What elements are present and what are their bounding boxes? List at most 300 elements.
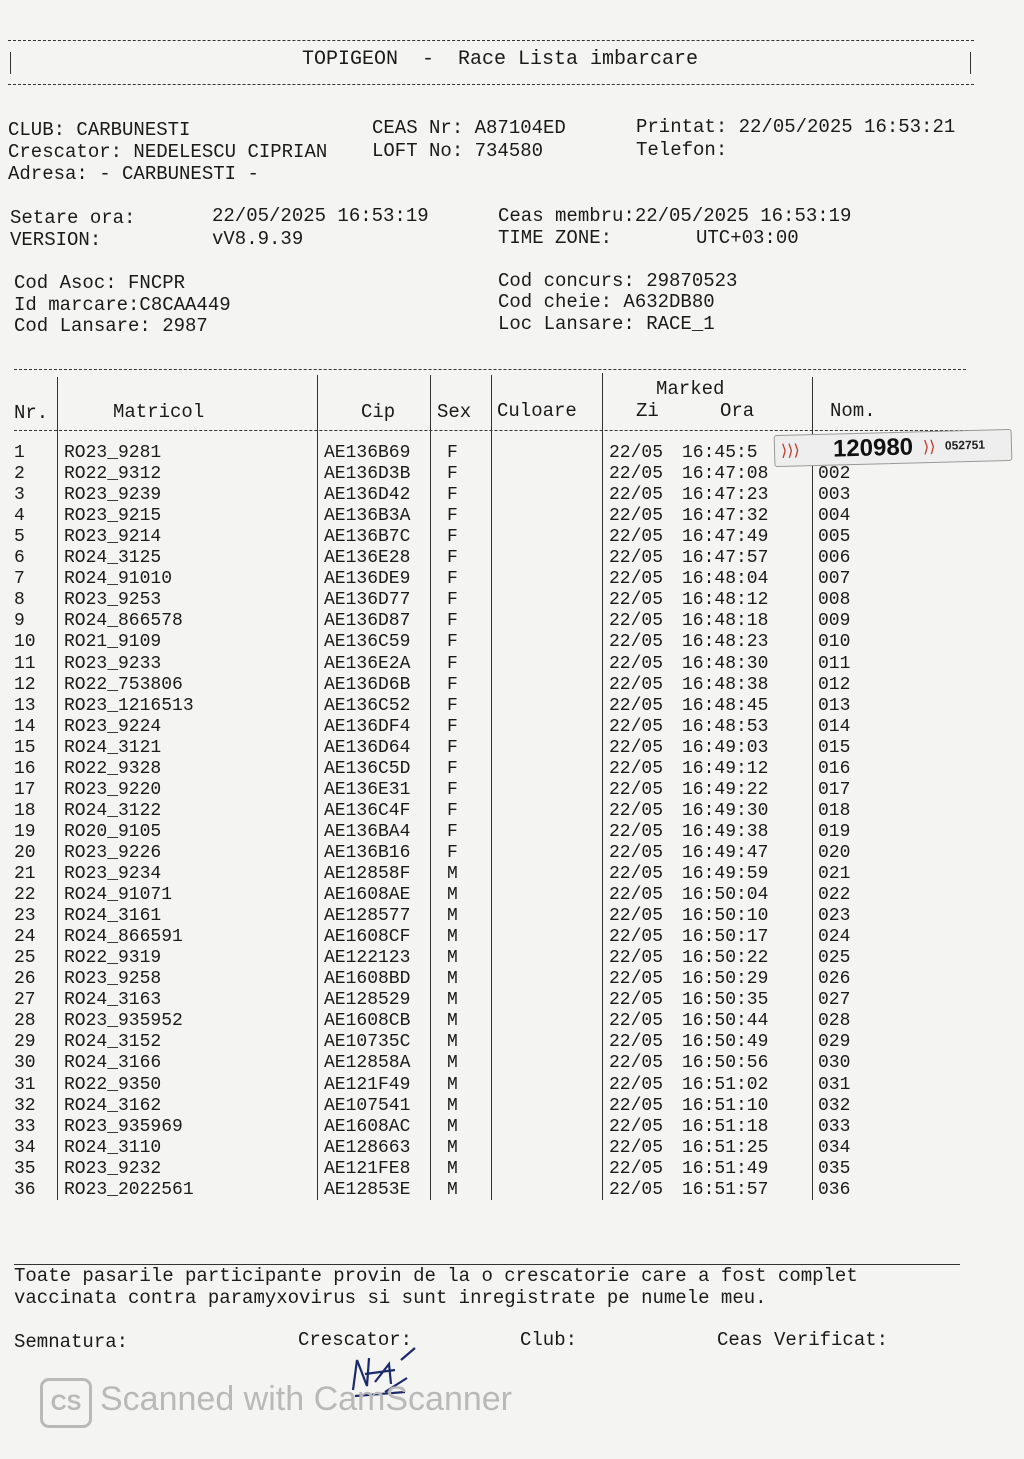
- cell-nom: 002: [818, 464, 851, 485]
- cell-sex: F: [447, 653, 458, 674]
- cell-cip: AE128663: [324, 1137, 411, 1158]
- cell-nom: 015: [818, 737, 851, 758]
- cell-matricol: RO23_9253: [64, 590, 162, 611]
- cod-asoc: Cod Asoc: FNCPR: [14, 272, 186, 294]
- cell-nom: 022: [818, 885, 851, 906]
- cell-zi: 22/05: [609, 506, 664, 527]
- title-bottom-border: [8, 84, 974, 85]
- cell-matricol: RO24_3162: [64, 1095, 162, 1116]
- col-line-4: [491, 375, 492, 1200]
- cell-matricol: RO24_866591: [64, 927, 183, 948]
- cell-ora: 16:48:23: [682, 632, 769, 653]
- cell-cip: AE136C59: [324, 632, 411, 653]
- cell-zi: 22/05: [609, 737, 664, 758]
- cell-cip: AE136D3B: [324, 464, 411, 485]
- ceas-verificat-label: Ceas Verificat:: [717, 1329, 889, 1351]
- cell-nr: 7: [14, 569, 25, 590]
- cell-matricol: RO23_935952: [64, 1011, 183, 1032]
- table-top-border: [14, 369, 966, 370]
- cell-ora: 16:50:49: [682, 1032, 769, 1053]
- cell-cip: AE136DE9: [324, 569, 411, 590]
- cell-ora: 16:49:30: [682, 800, 769, 821]
- cell-nom: 032: [818, 1095, 851, 1116]
- cell-nr: 12: [14, 674, 36, 695]
- cell-sex: F: [447, 695, 458, 716]
- cell-nr: 14: [14, 716, 36, 737]
- cell-ora: 16:48:12: [682, 590, 769, 611]
- cell-zi: 22/05: [609, 885, 664, 906]
- cell-nom: 019: [818, 821, 851, 842]
- cell-nr: 11: [14, 653, 36, 674]
- cell-sex: F: [447, 485, 458, 506]
- cell-zi: 22/05: [609, 927, 664, 948]
- cell-sex: M: [447, 948, 458, 969]
- cell-sex: F: [447, 443, 458, 463]
- cell-sex: M: [447, 1032, 458, 1053]
- cell-sex: F: [447, 737, 458, 758]
- cell-sex: M: [447, 1011, 458, 1032]
- cell-sex: F: [447, 548, 458, 569]
- cell-matricol: RO23_9226: [64, 842, 162, 863]
- cell-zi: 22/05: [609, 611, 664, 632]
- cell-nr: 9: [14, 611, 25, 632]
- cell-matricol: RO22_9319: [64, 948, 162, 969]
- cell-cip: AE122123: [324, 948, 411, 969]
- cell-sex: F: [447, 842, 458, 863]
- cell-cip: AE136D64: [324, 737, 411, 758]
- cell-zi: 22/05: [609, 1179, 664, 1200]
- cell-zi: 22/05: [609, 443, 664, 463]
- cell-zi: 22/05: [609, 821, 664, 842]
- ceas-membru: Ceas membru:22/05/2025 16:53:19: [498, 205, 852, 227]
- cell-nom: 029: [818, 1032, 851, 1053]
- col-header-nom: Nom.: [830, 400, 876, 422]
- cell-sex: M: [447, 1095, 458, 1116]
- cell-nr: 17: [14, 779, 36, 800]
- cell-cip: AE136B7C: [324, 527, 411, 548]
- cell-nr: 6: [14, 548, 25, 569]
- cell-cip: AE1608CF: [324, 927, 411, 948]
- cell-nom: 026: [818, 969, 851, 990]
- cell-matricol: RO24_3125: [64, 548, 162, 569]
- cell-sex: F: [447, 506, 458, 527]
- cell-sex: F: [447, 716, 458, 737]
- cell-ora: 16:47:32: [682, 506, 769, 527]
- col-line-6: [812, 377, 813, 1200]
- time-zone-label: TIME ZONE:: [498, 227, 613, 249]
- cell-nom: 009: [818, 611, 851, 632]
- cell-zi: 22/05: [609, 906, 664, 927]
- cell-zi: 22/05: [609, 1011, 664, 1032]
- cell-matricol: RO24_3166: [64, 1053, 162, 1074]
- cell-matricol: RO24_3163: [64, 990, 162, 1011]
- cell-nom: 014: [818, 716, 851, 737]
- cell-zi: 22/05: [609, 842, 664, 863]
- cell-matricol: RO20_9105: [64, 821, 162, 842]
- club-label: CLUB: CARBUNESTI: [8, 119, 191, 141]
- cell-zi: 22/05: [609, 1137, 664, 1158]
- cell-matricol: RO24_3152: [64, 1032, 162, 1053]
- tag-pattern-icon-2: ⟩⟩: [922, 438, 936, 457]
- cell-ora: 16:47:49: [682, 527, 769, 548]
- cell-sex: M: [447, 906, 458, 927]
- cell-matricol: RO23_9220: [64, 779, 162, 800]
- cell-cip: AE1608AC: [324, 1116, 411, 1137]
- cell-zi: 22/05: [609, 632, 664, 653]
- cell-matricol: RO23_2022561: [64, 1179, 194, 1200]
- cell-nr: 23: [14, 906, 36, 927]
- cell-zi: 22/05: [609, 758, 664, 779]
- col-header-zi: Zi: [636, 400, 659, 422]
- club-sign-label: Club:: [520, 1329, 578, 1351]
- cell-cip: AE136BA4: [324, 821, 411, 842]
- cell-nom: 031: [818, 1074, 851, 1095]
- cell-sex: M: [447, 864, 458, 884]
- cell-cip: AE12858F: [324, 864, 411, 884]
- cell-nom: 018: [818, 800, 851, 821]
- cell-matricol: RO23_9232: [64, 1158, 162, 1179]
- setare-ora-value: 22/05/2025 16:53:19: [212, 205, 429, 227]
- cell-sex: M: [447, 969, 458, 990]
- cell-nr: 34: [14, 1137, 36, 1158]
- cell-nr: 13: [14, 695, 36, 716]
- cell-matricol: RO22_753806: [64, 674, 183, 695]
- cell-sex: M: [447, 1158, 458, 1179]
- cell-sex: F: [447, 632, 458, 653]
- cell-cip: AE121F49: [324, 1074, 411, 1095]
- cell-matricol: RO23_9224: [64, 716, 162, 737]
- cell-zi: 22/05: [609, 969, 664, 990]
- cell-nr: 21: [14, 864, 36, 884]
- cell-nr: 16: [14, 758, 36, 779]
- cell-nr: 26: [14, 969, 36, 990]
- cell-ora: 16:50:35: [682, 990, 769, 1011]
- cell-sex: F: [447, 674, 458, 695]
- cell-nr: 33: [14, 1116, 36, 1137]
- cell-ora: 16:48:38: [682, 674, 769, 695]
- cell-cip: AE136E31: [324, 779, 411, 800]
- col-header-nr: Nr.: [14, 402, 49, 424]
- cell-nom: 006: [818, 548, 851, 569]
- cell-nr: 8: [14, 590, 25, 611]
- telefon: Telefon:: [636, 139, 728, 161]
- cell-zi: 22/05: [609, 569, 664, 590]
- cell-cip: AE136B16: [324, 842, 411, 863]
- cell-cip: AE136B3A: [324, 506, 411, 527]
- cell-sex: F: [447, 569, 458, 590]
- cell-zi: 22/05: [609, 464, 664, 485]
- cell-ora: 16:51:18: [682, 1116, 769, 1137]
- cell-matricol: RO23_9234: [64, 864, 162, 884]
- cell-nr: 31: [14, 1074, 36, 1095]
- cell-matricol: RO23_9215: [64, 506, 162, 527]
- cell-cip: AE136D6B: [324, 674, 411, 695]
- col-header-sex: Sex: [437, 401, 472, 423]
- cell-ora: 16:49:03: [682, 737, 769, 758]
- cell-nr: 35: [14, 1158, 36, 1179]
- cell-sex: M: [447, 1179, 458, 1200]
- cell-matricol: RO23_935969: [64, 1116, 183, 1137]
- cell-matricol: RO23_9214: [64, 527, 162, 548]
- cell-cip: AE12858A: [324, 1053, 411, 1074]
- cell-cip: AE136B69: [324, 443, 411, 463]
- cell-ora: 16:49:47: [682, 842, 769, 863]
- cell-matricol: RO22_9350: [64, 1074, 162, 1095]
- cell-zi: 22/05: [609, 1158, 664, 1179]
- cell-nr: 2: [14, 464, 25, 485]
- col-line-1: [57, 377, 58, 1200]
- cell-nom: 034: [818, 1137, 851, 1158]
- cell-nom: 033: [818, 1116, 851, 1137]
- cell-sex: M: [447, 927, 458, 948]
- cell-ora: 16:50:29: [682, 969, 769, 990]
- cell-nom: 025: [818, 948, 851, 969]
- cell-cip: AE136E28: [324, 548, 411, 569]
- cell-nom: 020: [818, 842, 851, 863]
- cell-sex: M: [447, 1116, 458, 1137]
- cell-ora: 16:48:53: [682, 716, 769, 737]
- cell-ora: 16:47:08: [682, 464, 769, 485]
- cell-nr: 19: [14, 821, 36, 842]
- cell-nr: 1: [14, 443, 25, 463]
- cell-ora: 16:51:25: [682, 1137, 769, 1158]
- cell-sex: M: [447, 1074, 458, 1095]
- cell-nom: 010: [818, 632, 851, 653]
- cell-nr: 24: [14, 927, 36, 948]
- camscanner-logo: CS: [40, 1378, 92, 1428]
- cell-nr: 18: [14, 800, 36, 821]
- cell-ora: 16:50:17: [682, 927, 769, 948]
- cell-nr: 10: [14, 632, 36, 653]
- cell-sex: F: [447, 527, 458, 548]
- cell-cip: AE107541: [324, 1095, 411, 1116]
- cell-matricol: RO22_9312: [64, 464, 162, 485]
- cell-cip: AE128529: [324, 990, 411, 1011]
- cell-cip: AE121FE8: [324, 1158, 411, 1179]
- cell-nr: 4: [14, 506, 25, 527]
- cell-ora: 16:49:59: [682, 864, 769, 884]
- cell-nr: 25: [14, 948, 36, 969]
- cell-nr: 22: [14, 885, 36, 906]
- cell-nom: 028: [818, 1011, 851, 1032]
- cell-nom: 008: [818, 590, 851, 611]
- time-zone-value: UTC+03:00: [696, 227, 799, 249]
- col-header-cip: Cip: [361, 401, 396, 423]
- cell-cip: AE128577: [324, 906, 411, 927]
- cell-matricol: RO21_9109: [64, 632, 162, 653]
- col-header-matricol: Matricol: [113, 401, 205, 423]
- cell-nom: 024: [818, 927, 851, 948]
- cell-matricol: RO23_9281: [64, 443, 162, 463]
- cell-sex: M: [447, 1053, 458, 1074]
- cod-lansare: Cod Lansare: 2987: [14, 315, 208, 337]
- cell-zi: 22/05: [609, 527, 664, 548]
- cell-nr: 15: [14, 737, 36, 758]
- cell-matricol: RO24_866578: [64, 611, 183, 632]
- cell-cip: AE12853E: [324, 1179, 411, 1200]
- cell-zi: 22/05: [609, 590, 664, 611]
- col-line-5: [602, 373, 603, 1200]
- cell-ora: 16:47:23: [682, 485, 769, 506]
- cell-sex: F: [447, 590, 458, 611]
- cell-sex: M: [447, 990, 458, 1011]
- cell-sex: F: [447, 800, 458, 821]
- cell-nr: 5: [14, 527, 25, 548]
- loc-lansare: Loc Lansare: RACE_1: [498, 313, 715, 335]
- cell-ora: 16:51:10: [682, 1095, 769, 1116]
- cell-cip: AE136D87: [324, 611, 411, 632]
- camscanner-watermark: Scanned with CamScanner: [100, 1380, 513, 1418]
- cell-ora: 16:49:22: [682, 779, 769, 800]
- cell-nom: 017: [818, 779, 851, 800]
- cell-cip: AE136DF4: [324, 716, 411, 737]
- cell-matricol: RO24_3161: [64, 906, 162, 927]
- cell-zi: 22/05: [609, 948, 664, 969]
- cell-nom: 011: [818, 653, 851, 674]
- cell-ora: 16:48:18: [682, 611, 769, 632]
- cell-matricol: RO24_91071: [64, 885, 173, 906]
- semnatura-label: Semnatura:: [14, 1331, 129, 1353]
- tag-pattern-icon: ⟩⟩⟩: [780, 442, 801, 460]
- col-header-ora: Ora: [720, 400, 755, 422]
- cell-sex: F: [447, 464, 458, 485]
- crescator: Crescator: NEDELESCU CIPRIAN: [8, 141, 328, 163]
- cell-matricol: RO24_3110: [64, 1137, 162, 1158]
- cell-ora: 16:49:38: [682, 821, 769, 842]
- cell-nom: 004: [818, 506, 851, 527]
- cell-sex: F: [447, 821, 458, 842]
- cell-sex: F: [447, 758, 458, 779]
- cell-cip: AE136C4F: [324, 800, 411, 821]
- cell-zi: 22/05: [609, 695, 664, 716]
- footer-statement-line1: Toate pasarile participante provin de la o crescatorie care a fost complet: [14, 1265, 858, 1287]
- cell-matricol: RO23_9239: [64, 485, 162, 506]
- cell-nom: 007: [818, 569, 851, 590]
- cell-nom: 027: [818, 990, 851, 1011]
- cell-zi: 22/05: [609, 716, 664, 737]
- cell-nr: 30: [14, 1053, 36, 1074]
- version-label: VERSION:: [10, 229, 102, 251]
- printat: Printat: 22/05/2025 16:53:21: [636, 116, 956, 138]
- cell-ora: 16:50:10: [682, 906, 769, 927]
- cell-ora: 16:50:56: [682, 1053, 769, 1074]
- cell-zi: 22/05: [609, 653, 664, 674]
- cell-cip: AE136D42: [324, 485, 411, 506]
- col-header-marked: Marked: [656, 378, 725, 400]
- cell-ora: 16:51:49: [682, 1158, 769, 1179]
- cell-nom: 036: [818, 1179, 851, 1200]
- cod-cheie: Cod cheie: A632DB80: [498, 291, 715, 313]
- cell-nr: 36: [14, 1179, 36, 1200]
- cell-zi: 22/05: [609, 1032, 664, 1053]
- cell-matricol: RO24_3122: [64, 800, 162, 821]
- cell-zi: 22/05: [609, 779, 664, 800]
- col-line-3: [430, 375, 431, 1200]
- cell-nom: 012: [818, 674, 851, 695]
- adresa: Adresa: - CARBUNESTI -: [8, 163, 259, 185]
- tag-number: 120980: [832, 433, 914, 463]
- cell-ora: 16:50:04: [682, 885, 769, 906]
- cell-nr: 28: [14, 1011, 36, 1032]
- cell-ora: 16:45:5: [682, 443, 758, 463]
- cell-ora: 16:51:02: [682, 1074, 769, 1095]
- cell-cip: AE136C5D: [324, 758, 411, 779]
- cell-zi: 22/05: [609, 1053, 664, 1074]
- cell-zi: 22/05: [609, 485, 664, 506]
- cell-nom: 021: [818, 864, 851, 884]
- col-line-2: [317, 375, 318, 1200]
- tag-small-number: 052751: [944, 437, 986, 453]
- cell-matricol: RO23_9233: [64, 653, 162, 674]
- crescator-label: Crescator:: [298, 1329, 413, 1351]
- cell-nom: 035: [818, 1158, 851, 1179]
- cell-matricol: RO24_3121: [64, 737, 162, 758]
- version-value: vV8.9.39: [212, 228, 304, 250]
- cell-matricol: RO24_91010: [64, 569, 173, 590]
- cell-nom: 013: [818, 695, 851, 716]
- id-marcare: Id marcare:C8CAA449: [14, 294, 231, 316]
- ceas-nr: CEAS Nr: A87104ED: [372, 117, 566, 139]
- page-title: TOPIGEON - Race Lista imbarcare: [301, 48, 699, 71]
- cell-matricol: RO22_9328: [64, 758, 162, 779]
- cell-zi: 22/05: [609, 548, 664, 569]
- table-header-border: [14, 430, 1008, 431]
- cell-nr: 27: [14, 990, 36, 1011]
- cell-nom: 023: [818, 906, 851, 927]
- cell-nom: 003: [818, 485, 851, 506]
- cell-ora: 16:49:12: [682, 758, 769, 779]
- cell-sex: F: [447, 779, 458, 800]
- cell-nr: 29: [14, 1032, 36, 1053]
- cell-cip: AE10735C: [324, 1032, 411, 1053]
- cell-nr: 20: [14, 842, 36, 863]
- cell-cip: AE1608AE: [324, 885, 411, 906]
- cell-cip: AE136E2A: [324, 653, 411, 674]
- cell-sex: F: [447, 611, 458, 632]
- cell-ora: 16:47:57: [682, 548, 769, 569]
- cell-matricol: RO23_9258: [64, 969, 162, 990]
- cell-zi: 22/05: [609, 1074, 664, 1095]
- footer-statement-line2: vaccinata contra paramyxovirus si sunt inregistrate pe numele meu.: [14, 1287, 767, 1309]
- cell-nr: 3: [14, 485, 25, 506]
- cell-nom: 005: [818, 527, 851, 548]
- cell-sex: M: [447, 1137, 458, 1158]
- cell-nr: 32: [14, 1095, 36, 1116]
- cell-ora: 16:51:57: [682, 1179, 769, 1200]
- cell-sex: M: [447, 885, 458, 906]
- loft-no: LOFT No: 734580: [372, 140, 544, 162]
- cell-zi: 22/05: [609, 864, 664, 884]
- ring-tag-label: [774, 429, 1013, 467]
- cell-cip: AE136D77: [324, 590, 411, 611]
- cod-concurs: Cod concurs: 29870523: [498, 270, 738, 292]
- cell-zi: 22/05: [609, 1095, 664, 1116]
- cell-zi: 22/05: [609, 1116, 664, 1137]
- setare-ora-label: Setare ora:: [10, 207, 136, 229]
- cell-cip: AE1608BD: [324, 969, 411, 990]
- cell-zi: 22/05: [609, 674, 664, 695]
- cell-cip: AE136C52: [324, 695, 411, 716]
- cell-zi: 22/05: [609, 800, 664, 821]
- cell-ora: 16:48:45: [682, 695, 769, 716]
- cell-zi: 22/05: [609, 990, 664, 1011]
- cell-ora: 16:50:44: [682, 1011, 769, 1032]
- col-header-culoare: Culoare: [497, 400, 577, 422]
- cell-nom: 016: [818, 758, 851, 779]
- cell-ora: 16:50:22: [682, 948, 769, 969]
- cell-nom: 030: [818, 1053, 851, 1074]
- title-top-border: [8, 40, 974, 41]
